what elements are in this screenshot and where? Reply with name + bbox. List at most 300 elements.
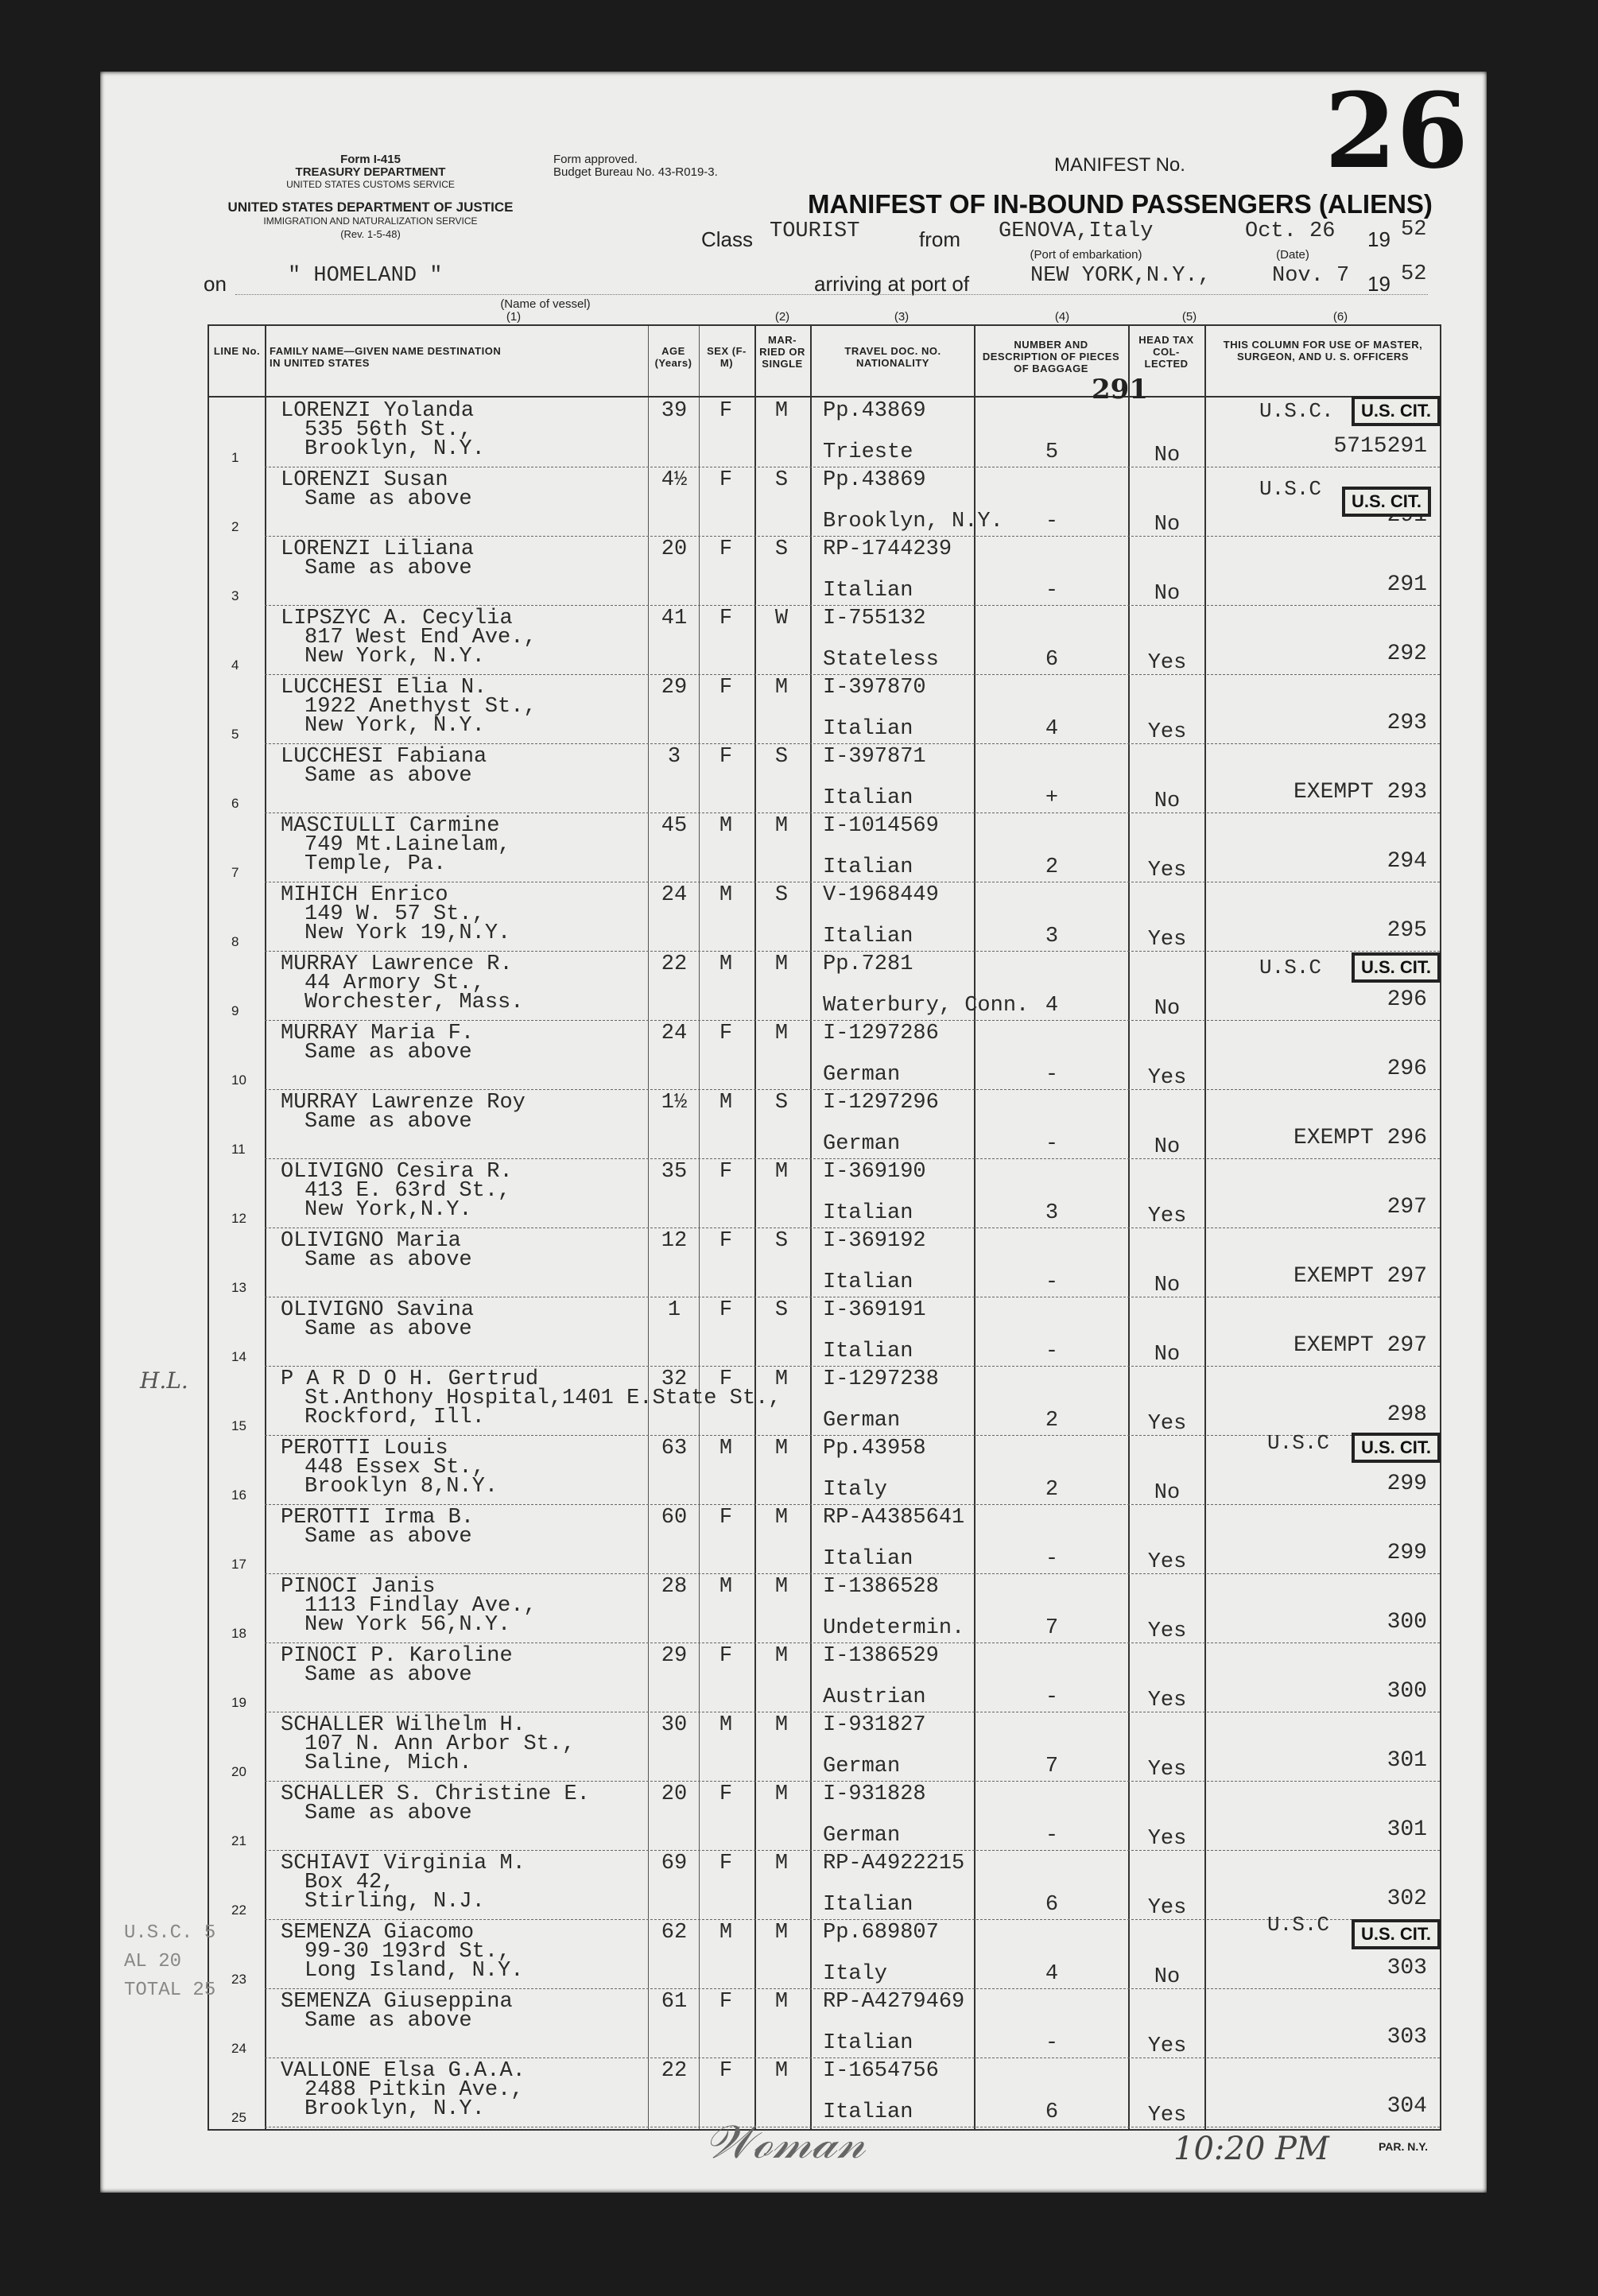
row-divider: [265, 1919, 1440, 1920]
baggage-count: -: [1045, 1685, 1059, 1709]
baggage-count: 6: [1045, 648, 1059, 672]
travel-doc: RP-A4279469: [823, 1990, 965, 2014]
travel-doc: Pp.43869: [823, 399, 926, 423]
line-number: 14: [231, 1349, 246, 1364]
sex: F: [719, 399, 733, 423]
marital-status: S: [774, 745, 789, 769]
destination-line: Same as above: [304, 487, 472, 511]
age: 20: [661, 537, 688, 561]
destination-line: Same as above: [304, 1663, 472, 1687]
line-number: 25: [231, 2110, 246, 2125]
age: 20: [661, 1782, 688, 1806]
age: 22: [661, 952, 688, 976]
destination-line: Same as above: [304, 557, 472, 580]
header-sex: SEX (F-M): [707, 345, 747, 369]
baggage-count: 3: [1045, 925, 1059, 948]
header-head-tax: HEAD TAX COL-LECTED: [1138, 334, 1194, 370]
from-value: GENOVA,Italy: [999, 219, 1154, 243]
row-divider: [265, 1020, 1440, 1021]
row-divider: [265, 1573, 1440, 1574]
age: 69: [661, 1852, 688, 1875]
destination-line: Same as above: [304, 1317, 472, 1341]
marital-status: M: [774, 1575, 789, 1599]
officer-notation: 5715291: [1333, 434, 1427, 459]
head-tax: Yes: [1147, 1204, 1187, 1228]
row-divider: [265, 1781, 1440, 1782]
signature-scrawl: 𝒲ℴ𝓂𝒶𝓃: [704, 2115, 866, 2169]
usc-mark: U.S.C: [1259, 956, 1322, 979]
arriving-label: arriving at port of: [814, 272, 970, 296]
sex: F: [719, 1298, 733, 1322]
col-number: (2): [774, 310, 790, 324]
sex: F: [719, 1367, 733, 1391]
row-divider: [265, 743, 1440, 744]
nationality: German: [823, 1132, 901, 1156]
dotted-rule: [235, 294, 1428, 295]
date-embark: Oct. 26: [1245, 219, 1336, 243]
nationality: Italian: [823, 1340, 913, 1363]
destination-line: Same as above: [304, 1110, 472, 1134]
travel-doc: I-755132: [823, 607, 926, 630]
destination-line: 2488 Pitkin Ave.,: [304, 2078, 524, 2102]
baggage-count: -: [1045, 1270, 1059, 1294]
passenger-name: LORENZI Susan: [281, 468, 448, 492]
passenger-name: SCHIAVI Virginia M.: [281, 1852, 526, 1875]
sex: F: [719, 1644, 733, 1668]
marital-status: M: [774, 814, 789, 838]
destination-line: Same as above: [304, 1041, 472, 1065]
marital-status: S: [774, 1229, 789, 1253]
usc-mark: U.S.C.: [1259, 399, 1334, 423]
nationality: Italian: [823, 1547, 913, 1571]
marital-status: M: [774, 1921, 789, 1945]
col-number: (3): [894, 310, 910, 324]
travel-doc: I-369191: [823, 1298, 926, 1322]
marital-status: M: [774, 1713, 789, 1737]
passenger-name: MURRAY Lawrenze Roy: [281, 1091, 526, 1115]
margin-note: TOTAL 25: [124, 1980, 216, 2001]
officer-notation: EXEMPT 296: [1293, 1126, 1427, 1150]
destination-line: 448 Essex St.,: [304, 1456, 485, 1480]
officer-notation: EXEMPT 297: [1293, 1333, 1427, 1358]
destination-line: New York 19,N.Y.: [304, 921, 511, 945]
baggage-count: 7: [1045, 1616, 1059, 1640]
head-tax: Yes: [1147, 1619, 1187, 1643]
destination-line: 99-30 193rd St.,: [304, 1940, 511, 1964]
age: 3: [667, 745, 681, 769]
head-tax: No: [1154, 1343, 1181, 1367]
destination-line: Same as above: [304, 1802, 472, 1825]
sex: M: [719, 1921, 733, 1945]
sex: F: [719, 1229, 733, 1253]
travel-doc: I-1386528: [823, 1575, 939, 1599]
nationality: Stateless: [823, 648, 939, 672]
head-tax: No: [1154, 1135, 1181, 1159]
age: 24: [661, 883, 688, 907]
row-divider: [265, 1850, 1440, 1851]
usc-mark: U.S.C: [1267, 1913, 1330, 1937]
manifest-heading: MANIFEST OF IN-BOUND PASSENGERS (ALIENS): [808, 189, 1433, 219]
marital-status: S: [774, 468, 789, 492]
line-number: 13: [231, 1280, 246, 1295]
age: 61: [661, 1990, 688, 2014]
nationality: Italy: [823, 1962, 888, 1986]
passenger-name: MURRAY Maria F.: [281, 1022, 475, 1045]
dept-customs: UNITED STATES CUSTOMS SERVICE: [286, 179, 455, 190]
age: 22: [661, 2059, 688, 2083]
age: 1: [667, 1298, 681, 1322]
age: 12: [661, 1229, 688, 1253]
line-number: 3: [231, 588, 239, 603]
travel-doc: V-1968449: [823, 883, 939, 907]
travel-doc: RP-A4922215: [823, 1852, 965, 1875]
year-arrival: 52: [1401, 262, 1427, 286]
line-number: 4: [231, 657, 239, 673]
baggage-count: 6: [1045, 1893, 1059, 1917]
head-tax: No: [1154, 444, 1181, 467]
line-number: 2: [231, 519, 239, 534]
arriving-port: NEW YORK,N.Y.,: [1030, 264, 1211, 288]
year-prefix: 19: [1367, 227, 1390, 251]
passenger-name: SEMENZA Giuseppina: [281, 1990, 513, 2014]
us-cit-stamp: U.S. CIT.: [1352, 1433, 1441, 1463]
us-cit-stamp: U.S. CIT.: [1352, 1919, 1441, 1949]
age: 32: [661, 1367, 688, 1391]
age: 39: [661, 399, 688, 423]
manifest-page: [100, 72, 1487, 2193]
travel-doc: I-397871: [823, 745, 926, 769]
sex: M: [719, 814, 733, 838]
destination-line: New York 56,N.Y.: [304, 1613, 511, 1637]
passenger-table: [208, 324, 1441, 2131]
baggage-count: 6: [1045, 2100, 1059, 2124]
baggage-count: 4: [1045, 717, 1059, 741]
sex: M: [719, 1713, 733, 1737]
nationality: German: [823, 1824, 901, 1848]
line-number: 6: [231, 796, 239, 811]
destination-line: Brooklyn 8,N.Y.: [304, 1475, 498, 1499]
row-divider: [265, 1366, 1440, 1367]
head-tax: Yes: [1147, 2104, 1187, 2127]
passenger-name: SCHALLER Wilhelm H.: [281, 1713, 526, 1737]
officer-notation: 299: [1387, 1541, 1427, 1565]
travel-doc: I-369190: [823, 1160, 926, 1184]
marital-status: S: [774, 1298, 789, 1322]
arrival-time: 10:20 PM: [1173, 2131, 1329, 2167]
officer-notation: EXEMPT 293: [1293, 780, 1427, 805]
travel-doc: I-1297238: [823, 1367, 939, 1391]
destination-line: Same as above: [304, 1248, 472, 1272]
row-divider: [265, 1988, 1440, 1989]
head-tax: No: [1154, 1481, 1181, 1505]
usc-mark: U.S.C: [1267, 1431, 1330, 1455]
row-divider: [265, 605, 1440, 606]
destination-line: 1922 Anethyst St.,: [304, 695, 537, 719]
col-number: (4): [1054, 310, 1070, 324]
officer-notation: 304: [1387, 2094, 1427, 2119]
nationality: German: [823, 1755, 901, 1778]
nationality: Italian: [823, 2031, 913, 2055]
marital-status: S: [774, 1091, 789, 1115]
sex: F: [719, 745, 733, 769]
line-number: 9: [231, 1003, 239, 1018]
sex: F: [719, 1160, 733, 1184]
age: 35: [661, 1160, 688, 1184]
officer-notation: 293: [1387, 711, 1427, 735]
officer-notation: 292: [1387, 642, 1427, 666]
margin-note: AL 20: [124, 1951, 182, 1972]
passenger-name: MIHICH Enrico: [281, 883, 448, 907]
travel-doc: I-369192: [823, 1229, 926, 1253]
baggage-count: -: [1045, 1547, 1059, 1571]
marital-status: M: [774, 952, 789, 976]
col-number: (6): [1332, 310, 1348, 324]
officer-notation: 300: [1387, 1679, 1427, 1704]
class-value: TOURIST: [770, 219, 860, 243]
baggage-count: -: [1045, 579, 1059, 603]
class-label: Class: [701, 227, 754, 251]
travel-doc: Pp.43869: [823, 468, 926, 492]
head-tax: Yes: [1147, 859, 1187, 882]
travel-doc: RP-1744239: [823, 537, 952, 561]
officer-notation: 295: [1387, 918, 1427, 943]
nationality: Undetermin.: [823, 1616, 965, 1640]
nationality: Italian: [823, 855, 913, 879]
line-number: 18: [231, 1626, 246, 1641]
nationality: Italian: [823, 786, 913, 810]
baggage-count: 2: [1045, 855, 1059, 879]
us-cit-stamp: U.S. CIT.: [1342, 487, 1431, 517]
nationality: Italian: [823, 579, 913, 603]
line-number: 8: [231, 934, 239, 949]
line-number: 21: [231, 1833, 246, 1848]
head-tax: Yes: [1147, 1550, 1187, 1574]
vessel-name: " HOMELAND ": [288, 264, 443, 288]
baggage-count: -: [1045, 1132, 1059, 1156]
line-number: 1: [231, 450, 239, 465]
header-line-no: LINE No.: [213, 345, 261, 357]
passenger-name: PINOCI Janis: [281, 1575, 436, 1599]
officer-notation: 296: [1387, 1057, 1427, 1081]
baggage-count: 5: [1045, 440, 1059, 464]
officer-notation: 301: [1387, 1748, 1427, 1773]
marital-status: M: [774, 1782, 789, 1806]
destination-line: 817 West End Ave.,: [304, 626, 537, 650]
officer-notation: 301: [1387, 1817, 1427, 1842]
travel-doc: I-1014569: [823, 814, 939, 838]
header-rule: [209, 396, 1440, 398]
age: 45: [661, 814, 688, 838]
age: 30: [661, 1713, 688, 1737]
line-number: 24: [231, 2041, 246, 2056]
sex: F: [719, 1990, 733, 2014]
sex: F: [719, 676, 733, 700]
head-tax: Yes: [1147, 1066, 1187, 1090]
nationality: German: [823, 1409, 901, 1433]
destination-line: Same as above: [304, 764, 472, 788]
officer-notation: 297: [1387, 1195, 1427, 1220]
sex: M: [719, 1437, 733, 1460]
head-tax: No: [1154, 582, 1181, 606]
sex: F: [719, 2059, 733, 2083]
baggage-count: -: [1045, 2031, 1059, 2055]
travel-doc: I-397870: [823, 676, 926, 700]
passenger-name: LUCCHESI Fabiana: [281, 745, 487, 769]
line-number: 22: [231, 1902, 246, 1918]
embark-note: (Port of embarkation): [1030, 248, 1142, 262]
travel-doc: Pp.43958: [823, 1437, 926, 1460]
passenger-name: OLIVIGNO Savina: [281, 1298, 475, 1322]
line-number: 16: [231, 1487, 246, 1503]
officer-notation: 298: [1387, 1402, 1427, 1427]
head-tax: No: [1154, 1274, 1181, 1297]
nationality: German: [823, 1063, 901, 1087]
travel-doc: Pp.689807: [823, 1921, 939, 1945]
travel-doc: I-1297286: [823, 1022, 939, 1045]
head-tax: Yes: [1147, 1827, 1187, 1851]
head-tax: No: [1154, 789, 1181, 813]
travel-doc: Pp.7281: [823, 952, 913, 976]
officer-notation: 300: [1387, 1610, 1427, 1635]
passenger-name: LORENZI Liliana: [281, 537, 475, 561]
line-number: 5: [231, 727, 239, 742]
head-tax: No: [1154, 1965, 1181, 1989]
sex: M: [719, 1091, 733, 1115]
destination-line: Brooklyn, N.Y.: [304, 437, 485, 461]
destination-line: Stirling, N.J.: [304, 1890, 485, 1914]
vessel-note: (Name of vessel): [500, 297, 591, 311]
marital-status: M: [774, 1160, 789, 1184]
nationality: Italian: [823, 717, 913, 741]
head-tax: Yes: [1147, 1896, 1187, 1920]
form-rev: (Rev. 1-5-48): [340, 228, 401, 240]
printer-mark: PAR. N.Y.: [1379, 2140, 1428, 2153]
sex: M: [719, 1575, 733, 1599]
dept-ins: IMMIGRATION AND NATURALIZATION SERVICE: [263, 215, 478, 227]
head-tax: Yes: [1147, 1412, 1187, 1436]
passenger-name: P A R D O H. Gertrud: [281, 1367, 539, 1391]
line-number: 17: [231, 1557, 246, 1572]
head-tax: Yes: [1147, 1689, 1187, 1712]
on-label: on: [204, 272, 227, 296]
dept-justice: UNITED STATES DEPARTMENT OF JUSTICE: [227, 200, 514, 215]
passenger-name: SEMENZA Giacomo: [281, 1921, 475, 1945]
age: 4½: [661, 468, 688, 492]
destination-line: 413 E. 63rd St.,: [304, 1179, 511, 1203]
destination-line: New York, N.Y.: [304, 714, 485, 738]
nationality: Waterbury, Conn.: [823, 994, 1030, 1018]
destination-line: Rockford, Ill.: [304, 1406, 485, 1429]
date-arrival: Nov. 7: [1272, 264, 1350, 288]
age: 41: [661, 607, 688, 630]
page-number: 26: [1325, 70, 1468, 192]
travel-doc: I-1654756: [823, 2059, 939, 2083]
baggage-total: 291: [1092, 374, 1148, 405]
marital-status: M: [774, 1367, 789, 1391]
line-number: 12: [231, 1211, 246, 1226]
manifest-no-label: MANIFEST No.: [1054, 154, 1185, 176]
sex: F: [719, 468, 733, 492]
nationality: Italian: [823, 1201, 913, 1225]
officer-notation: 303: [1387, 2025, 1427, 2050]
nationality: Trieste: [823, 440, 913, 464]
dept-treasury: TREASURY DEPARTMENT: [295, 165, 446, 179]
line-number: 10: [231, 1072, 246, 1088]
destination-line: 107 N. Ann Arbor St.,: [304, 1732, 576, 1756]
baggage-count: 2: [1045, 1409, 1059, 1433]
nationality: Brooklyn, N.Y.: [823, 510, 1003, 533]
age: 1½: [661, 1091, 688, 1115]
age: 60: [661, 1506, 688, 1530]
baggage-count: +: [1045, 786, 1059, 810]
from-label: from: [919, 227, 960, 251]
sex: F: [719, 1782, 733, 1806]
baggage-count: -: [1045, 510, 1059, 533]
row-divider: [265, 1158, 1440, 1159]
baggage-count: 3: [1045, 1201, 1059, 1225]
nationality: Austrian: [823, 1685, 926, 1709]
marital-status: M: [774, 399, 789, 423]
baggage-count: 4: [1045, 994, 1059, 1018]
destination-line: Worchester, Mass.: [304, 991, 524, 1014]
passenger-name: OLIVIGNO Maria: [281, 1229, 461, 1253]
date-note: (Date): [1276, 248, 1309, 262]
row-divider: [265, 536, 1440, 537]
destination-line: 44 Armory St.,: [304, 972, 485, 995]
us-cit-stamp: U.S. CIT.: [1352, 952, 1441, 983]
sex: M: [719, 952, 733, 976]
marital-status: M: [774, 1990, 789, 2014]
baggage-count: -: [1045, 1824, 1059, 1848]
sex: F: [719, 537, 733, 561]
nationality: Italy: [823, 1478, 888, 1502]
form-approved: Form approved.: [553, 153, 638, 166]
destination-line: Same as above: [304, 2009, 472, 2033]
age: 29: [661, 1644, 688, 1668]
baggage-count: 2: [1045, 1478, 1059, 1502]
destination-line: Brooklyn, N.Y.: [304, 2097, 485, 2121]
destination-line: Temple, Pa.: [304, 852, 447, 876]
line-number: 19: [231, 1695, 246, 1710]
passenger-name: MASCIULLI Carmine: [281, 814, 500, 838]
age: 28: [661, 1575, 688, 1599]
destination-line: 535 56th St.,: [304, 418, 472, 442]
budget-bureau: Budget Bureau No. 43-R019-3.: [553, 165, 718, 179]
officer-notation: 291: [1387, 572, 1427, 597]
sex: F: [719, 1852, 733, 1875]
marital-status: M: [774, 2059, 789, 2083]
head-tax: Yes: [1147, 651, 1187, 675]
destination-line: 749 Mt.Lainelam,: [304, 833, 511, 857]
passenger-name: LUCCHESI Elia N.: [281, 676, 487, 700]
travel-doc: RP-A4385641: [823, 1506, 965, 1530]
margin-note: U.S.C. 5: [124, 1922, 216, 1944]
nationality: Italian: [823, 1270, 913, 1294]
row-divider: [265, 674, 1440, 675]
head-tax: Yes: [1147, 2034, 1187, 2058]
travel-doc: I-1386529: [823, 1644, 939, 1668]
destination-line: Same as above: [304, 1525, 472, 1549]
officer-notation: 302: [1387, 1887, 1427, 1911]
col-number: (5): [1181, 310, 1197, 324]
row-divider: [265, 951, 1440, 952]
usc-mark: U.S.C: [1259, 477, 1322, 501]
officer-notation: 303: [1387, 1956, 1427, 1980]
header-name: FAMILY NAME—GIVEN NAME DESTINATION IN UNITED STATES: [270, 345, 502, 369]
baggage-count: 4: [1045, 1962, 1059, 1986]
destination-line: 149 W. 57 St.,: [304, 902, 485, 926]
marital-status: M: [774, 1437, 789, 1460]
